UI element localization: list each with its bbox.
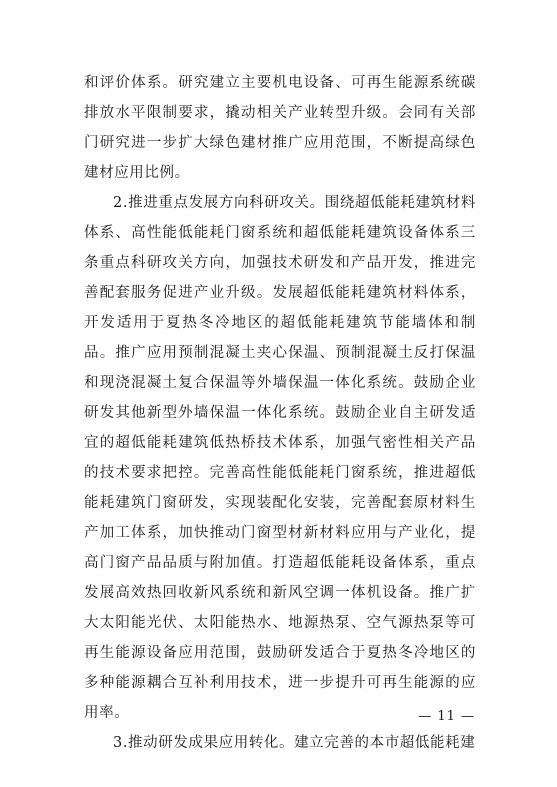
body-text: [84, 68, 476, 758]
paragraph-1: 和评价体系。研究建立主要机电设备、可再生能源系统碳排放水平限制要求，撬动相关产业转型升级。会同有关部门研究进一步扩大绿色建材推广应用范围，不断提高绿色建材应用比例。: [84, 75, 476, 181]
paragraph-2: 2.推进重点发展方向科研攻关。围绕超低能耗建筑材料体系、高性能低能耗门窗系统和超低能耗建筑设备体系三条重点科研攻关方向，加强技术研发和产品开发，推进完善配套服务促进产业升级。发展超低能耗建筑材料体系，开发适用于夏热冬冷地区的超低能耗建筑节能墙体和制品。推广应用预制混凝土夹心保温、预制混凝土反打保温和现浇混凝土复合保温等外墙保温一体化系统。鼓励企业研发其他新型外墙保温一体化系统。鼓励企业自主研发适宜的超低能耗建筑低热桥技术体系，加强气密性相关产品的技术要求把控。完善高性能低能耗门窗系统，推进超低能耗建筑门窗研发，实现装配化安装，完善配套原材料生产加工体系，加快推动门窗型材新材料应用与产业化，提高门窗产品品质与附加值。打造超低能耗设备体系，重点发展高效热回收新风系统和新风空调一体机设备。推广扩大太阳能光伏、太阳能热水、地源热泵、空气源热泵等可再生能源设备应用范围，鼓励研发适合于夏热冬冷地区的多种能源耦合互补利用技术，进一步提升可再生能源的应用率。: [84, 195, 476, 721]
paragraph-3: 3.推动研发成果应用转化。建立完善的本市超低能耗建: [113, 735, 476, 751]
page-number: — 11 —: [418, 709, 475, 724]
